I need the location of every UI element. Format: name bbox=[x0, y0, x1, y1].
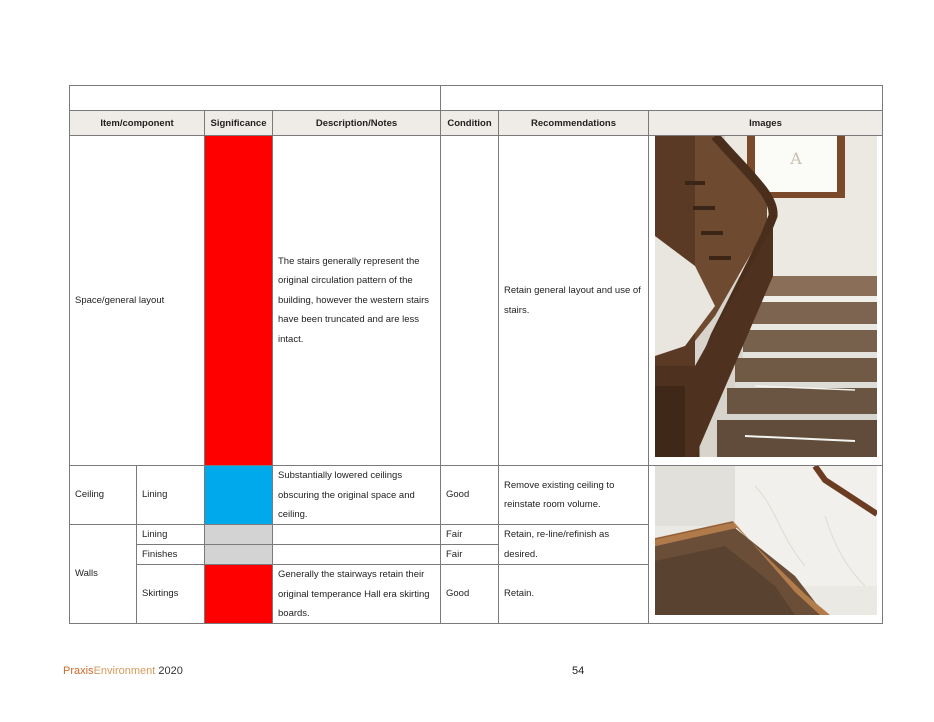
walls-finishes-sub: Finishes bbox=[136, 544, 205, 565]
walls-finishes-condition: Fair bbox=[440, 544, 499, 565]
header-item: Item/component bbox=[69, 110, 205, 136]
ceiling-condition: Good bbox=[440, 465, 499, 525]
ceiling-sub: Lining bbox=[136, 465, 205, 525]
page-number: 54 bbox=[572, 665, 585, 677]
footer-year: 2020 bbox=[155, 665, 183, 677]
walls-skirtings-description: Generally the stairways retain their original temperance Hall era skirting boards. bbox=[272, 564, 441, 624]
space-recommendation: Retain general layout and use of stairs. bbox=[498, 135, 649, 466]
footer-brand-praxis: Praxis bbox=[63, 665, 94, 677]
walls-item: Walls bbox=[69, 524, 137, 624]
header-recommendations: Recommendations bbox=[498, 110, 649, 136]
staircase-photo bbox=[655, 136, 877, 457]
walls-lining-sub: Lining bbox=[136, 524, 205, 545]
header-description: Description/Notes bbox=[272, 110, 441, 136]
svg-text:A: A bbox=[790, 149, 802, 168]
ceiling-significance bbox=[204, 465, 273, 525]
header-significance: Significance bbox=[204, 110, 273, 136]
walls-finishes-description bbox=[272, 544, 441, 565]
space-item: Space/general layout bbox=[69, 135, 205, 466]
walls-lining-significance bbox=[204, 524, 273, 545]
header-condition: Condition bbox=[440, 110, 499, 136]
wall-skirting-photo bbox=[655, 466, 877, 615]
title-row-left bbox=[69, 85, 441, 111]
space-condition bbox=[440, 135, 499, 466]
ceiling-item: Ceiling bbox=[69, 465, 137, 525]
space-description: The stairs generally represent the original circulation pattern of the building, however the western stairs have been truncated and are less intact. bbox=[272, 135, 441, 466]
walls-skirtings-condition: Good bbox=[440, 564, 499, 624]
footer-brand bbox=[63, 665, 183, 677]
walls-lining-description bbox=[272, 524, 441, 545]
title-row-right bbox=[440, 85, 883, 111]
footer-brand-environment: Environment bbox=[93, 665, 156, 677]
header-images: Images bbox=[648, 110, 883, 136]
walls-skirtings-significance bbox=[204, 564, 273, 624]
space-significance bbox=[204, 135, 273, 466]
walls-skirtings-recommendation: Retain. bbox=[498, 564, 649, 624]
walls-finishes-significance bbox=[204, 544, 273, 565]
ceiling-description: Substantially lowered ceilings obscuring the original space and ceiling. bbox=[272, 465, 441, 525]
walls-lining-condition: Fair bbox=[440, 524, 499, 545]
walls-lining-finishes-recommendation: Retain, re-line/refinish as desired. bbox=[498, 524, 649, 565]
walls-skirtings-sub: Skirtings bbox=[136, 564, 205, 624]
ceiling-recommendation: Remove existing ceiling to reinstate room volume. bbox=[498, 465, 649, 525]
